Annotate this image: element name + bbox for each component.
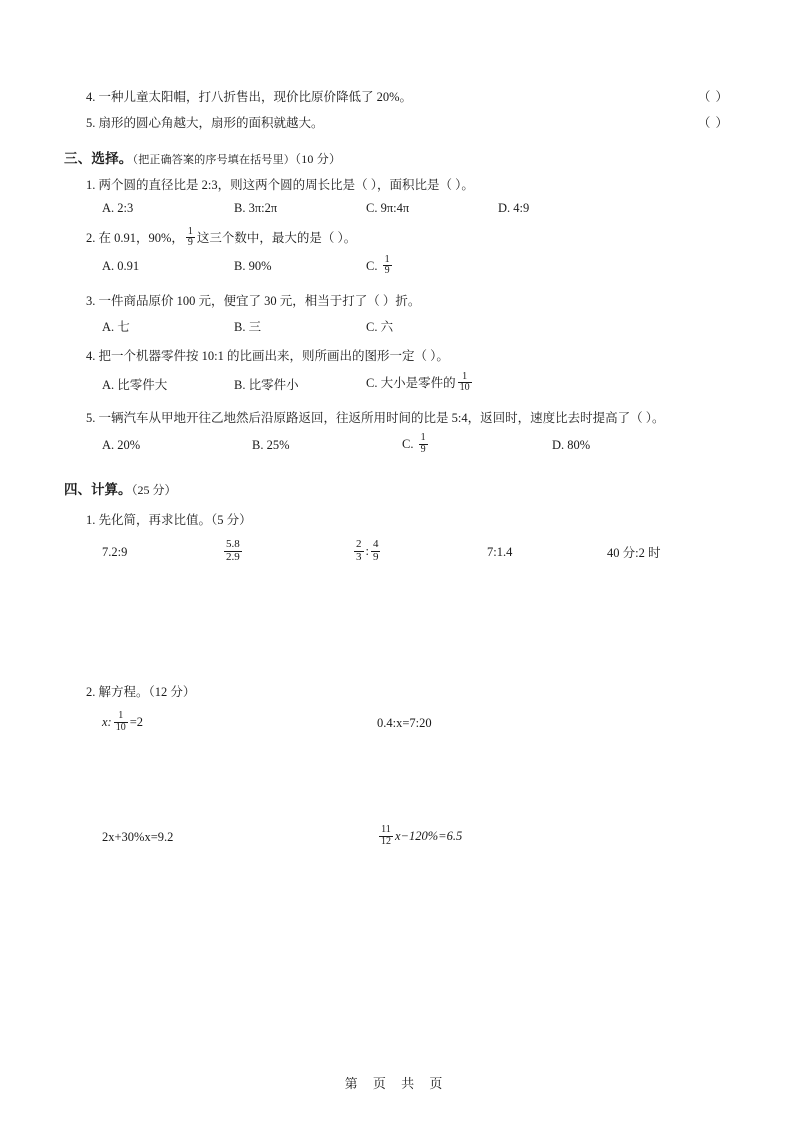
choice-question-3: [64, 292, 729, 311]
expr-1[interactable]: 7.2:9: [102, 544, 128, 559]
judge-row-body: 一种儿童太阳帽，打八折售出，现价比原价降低了 20%。: [98, 90, 413, 104]
judge-row-text: [86, 88, 673, 107]
option-c[interactable]: C. 六: [366, 320, 394, 335]
section-four-title: 四、计算。: [64, 482, 132, 498]
inline-fraction: $\frac{1}{10}$: [459, 370, 470, 394]
expr-2[interactable]: [222, 540, 352, 564]
question-text: 两个圆的直径比是 2:3，则这两个圆的周长比是（ ），面积比是（ ）。: [98, 177, 474, 192]
option-b[interactable]: B. 25%: [252, 437, 290, 452]
calc-sub-question-1-label: 1. 先化简，再求比值。（5 分）: [86, 513, 252, 528]
page-footer: 第 页 共 页: [344, 1076, 449, 1091]
inline-fraction: $\frac{1}{9}$: [420, 432, 426, 455]
simplify-ratio-row: [64, 540, 729, 564]
choice-options-3: [64, 317, 729, 335]
section-four-points: （25 分）: [131, 483, 177, 498]
option-b[interactable]: B. 90%: [234, 259, 272, 274]
judge-question-list: [64, 88, 729, 133]
judge-answer-brackets[interactable]: （ ）: [697, 115, 729, 130]
choice-question-1: [64, 176, 729, 195]
inline-fraction: $\frac{1}{9}$: [384, 253, 390, 277]
question-number: 1.: [86, 177, 96, 192]
question-text: 一件商品原价 100 元，便宜了 30 元，相当于打了（ ）折。: [98, 293, 421, 308]
option-b[interactable]: B. 三: [234, 320, 262, 335]
option-c[interactable]: C. 9π:4π: [366, 200, 410, 215]
judge-answer-brackets[interactable]: （ ）: [697, 90, 729, 104]
judge-row-text: [86, 114, 673, 133]
calc-sub-question-2-label: 2. 解方程。（12 分）: [86, 685, 196, 700]
choice-question-4: [64, 347, 729, 366]
equation-1[interactable]: x: $\frac{1}{10}$ =2: [102, 710, 144, 733]
option-a[interactable]: A. 20%: [102, 437, 141, 452]
section-three-heading: [64, 147, 729, 167]
expr-4[interactable]: 7:1.4: [487, 544, 513, 559]
equation-row-2: [64, 826, 729, 848]
choice-question-5: [64, 409, 729, 428]
judge-row-body: 扇形的圆心角越大，扇形的面积就越大。: [98, 115, 324, 130]
choice-question-2: [64, 225, 729, 250]
choice-options-4: [64, 370, 729, 395]
option-a[interactable]: A. 七: [102, 320, 130, 335]
choice-options-2: [64, 253, 729, 278]
equation-row-1: [64, 712, 729, 734]
judge-row-number: 4.: [86, 90, 96, 104]
option-d[interactable]: D. 4:9: [498, 200, 530, 215]
option-a[interactable]: A. 2:3: [102, 200, 134, 215]
choice-options-1: [64, 201, 729, 216]
inline-fraction: $\frac{2}{3}$: [356, 538, 362, 563]
work-space-1: [64, 564, 729, 682]
choice-options-5: [64, 434, 729, 456]
section-four-heading: [64, 478, 729, 498]
inline-fraction: $\frac{4}{9}$: [372, 538, 379, 563]
question-number: 4.: [86, 349, 96, 364]
inline-fraction: $\frac{11}{12}$: [381, 824, 391, 847]
inline-fraction: $\frac{5.8}{2.9}$: [226, 538, 240, 563]
option-c[interactable]: C. $\frac{1}{9}$: [366, 253, 390, 277]
question-number: 2.: [86, 230, 96, 245]
option-a[interactable]: A. 比零件大: [102, 377, 168, 392]
question-number: 3.: [86, 293, 96, 308]
section-three-title: 三、选择。: [64, 150, 133, 166]
judge-row-number: 5.: [86, 115, 96, 130]
question-text: 一辆汽车从甲地开往乙地然后沿原路返回，往返所用时间的比是 5:4，返回时，速度比去时提高了（ ）。: [98, 410, 665, 425]
section-three-note: （把正确答案的序号填在括号里）: [132, 153, 295, 166]
equation-4[interactable]: $\frac{11}{12}$ x−120%=6.5: [381, 824, 463, 847]
work-space-2: [64, 734, 729, 826]
expr-5[interactable]: 40 分:2 时: [607, 546, 661, 561]
question-text: 把一个机器零件按 10:1 的比画出来，则所画出的图形一定（ ）。: [98, 349, 449, 364]
section-three-points: （10 分）: [295, 151, 342, 166]
inline-fraction: $\frac{1}{9}$: [187, 225, 193, 249]
expr-3[interactable]: $\frac{2}{3}$ : $\frac{4}{9}$: [356, 538, 379, 563]
judge-row: [64, 88, 729, 107]
option-c[interactable]: C. $\frac{1}{9}$: [402, 432, 426, 455]
equation-3[interactable]: 2x+30%x=9.2: [102, 829, 174, 844]
option-c[interactable]: C. 大小是零件的 $\frac{1}{10}$: [366, 370, 470, 394]
equation-2[interactable]: 0.4:x=7:20: [377, 715, 432, 730]
option-a[interactable]: A. 0.91: [102, 259, 140, 274]
question-text-part-a: 在 0.91，90%，: [98, 230, 184, 245]
question-text-part-b: 这三个数中，最大的是（ ）。: [196, 230, 357, 245]
option-b[interactable]: B. 3π:2π: [234, 200, 278, 215]
question-number: 5.: [86, 410, 96, 425]
option-b[interactable]: B. 比零件小: [234, 377, 299, 392]
option-d[interactable]: D. 80%: [552, 437, 591, 452]
judge-row: [64, 114, 729, 133]
inline-fraction: $\frac{1}{10}$: [115, 710, 126, 733]
